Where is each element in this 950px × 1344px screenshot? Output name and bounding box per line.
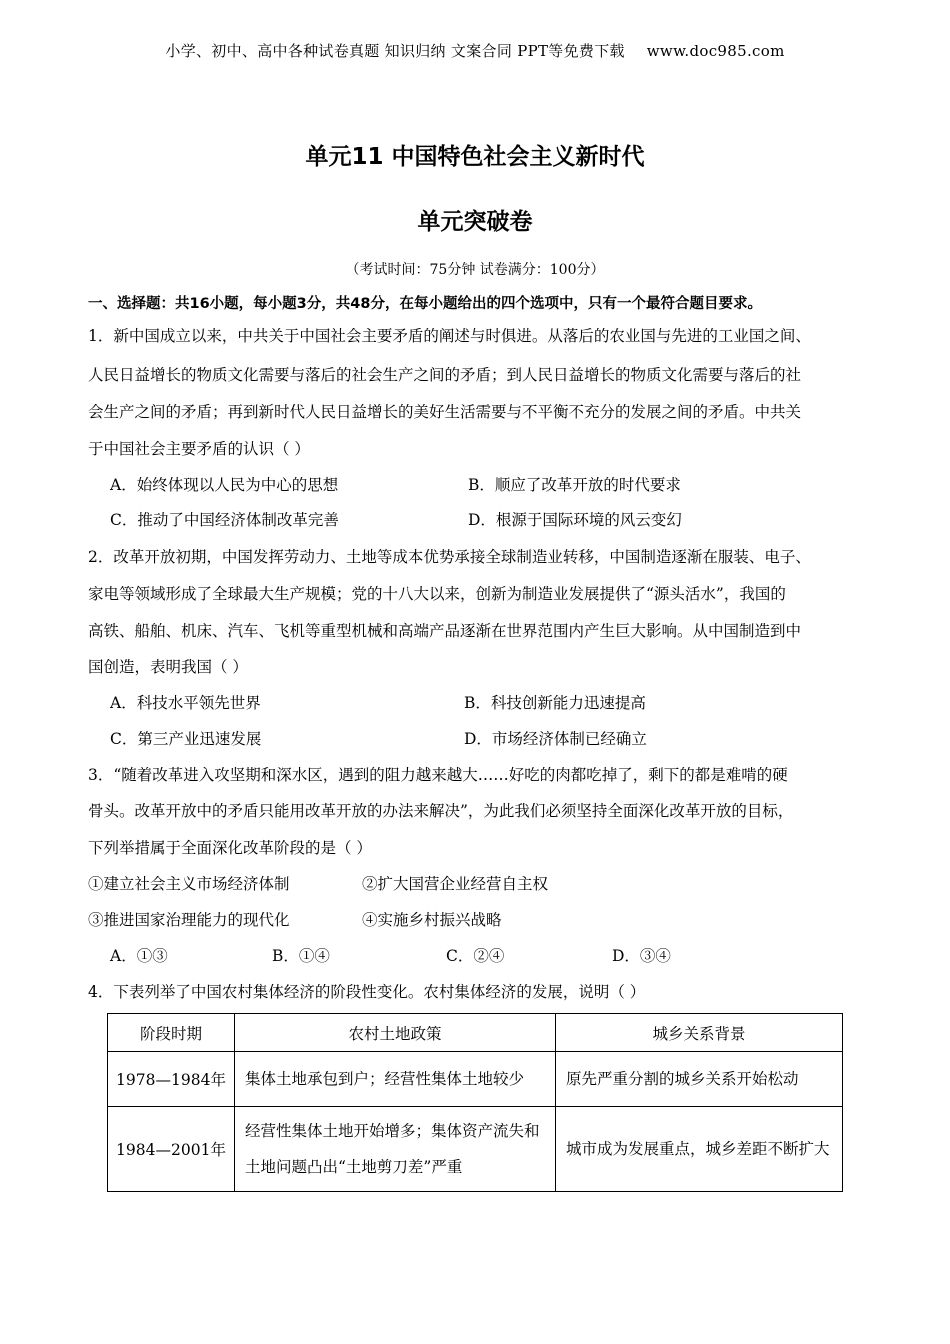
table-header-policy: 农村土地政策 — [235, 1014, 556, 1052]
table-header-background: 城乡关系背景 — [556, 1014, 843, 1052]
exam-info: （考试时间：75分钟 试卷满分：100分） — [345, 262, 605, 278]
table-cell-policy: 集体土地承包到户；经营性集体土地较少 — [245, 1070, 525, 1088]
q3-option-c[interactable]: C．②④ — [446, 947, 505, 965]
section-heading: 一、选择题：共16小题，每小题3分，共48分，在每小题给出的四个选项中，只有一个最符合题目要求。 — [88, 296, 762, 312]
q1-option-d[interactable]: D．根源于国际环境的风云变幻 — [468, 511, 682, 529]
q3-line-2: 骨头。改革开放中的矛盾只能用改革开放的办法来解决”，为此我们必须坚持全面深化改革开放的目标， — [88, 802, 794, 820]
q1-line-3: 会生产之间的矛盾；再到新时代人民日益增长的美好生活需要与不平衡不充分的发展之间的矛盾。中共关 — [88, 403, 802, 421]
header-url[interactable]: www.doc985.com — [646, 42, 785, 60]
q3-option-b[interactable]: B．①④ — [272, 947, 330, 965]
page-subtitle: 单元突破卷 — [417, 209, 533, 235]
table-row — [108, 1107, 843, 1192]
q3-item-4: ④实施乡村振兴战略 — [362, 911, 502, 929]
q3-option-d[interactable]: D．③④ — [612, 947, 671, 965]
q3-line-3: 下列举措属于全面深化改革阶段的是（ ） — [88, 839, 372, 857]
q1-line-4: 于中国社会主要矛盾的认识（ ） — [88, 440, 310, 458]
q1-option-a[interactable]: A．始终体现以人民为中心的思想 — [110, 476, 339, 494]
q3-option-a[interactable]: A．①③ — [110, 947, 168, 965]
table-header-row — [108, 1014, 843, 1052]
table-cell-period: 1984—2001年 — [108, 1107, 235, 1192]
page-title: 单元11 中国特色社会主义新时代 — [305, 144, 645, 170]
q2-line-4: 国创造，表明我国（ ） — [88, 658, 248, 676]
table-row — [108, 1052, 843, 1107]
q2-option-a[interactable]: A．科技水平领先世界 — [110, 694, 261, 712]
q3-item-2: ②扩大国营企业经营自主权 — [362, 875, 549, 893]
q3-item-1: ①建立社会主义市场经济体制 — [88, 875, 290, 893]
q1-line-2: 人民日益增长的物质文化需要与落后的社会生产之间的矛盾；到人民日益增长的物质文化需要与落后的社 — [88, 366, 802, 384]
q2-line-2: 家电等领域形成了全球最大生产规模；党的十八大以来，创新为制造业发展提供了“源头活水”，我国的 — [88, 585, 786, 603]
q1-line-1: 1．新中国成立以来，中共关于中国社会主要矛盾的阐述与时俱进。从落后的农业国与先进的工业国之间、 — [88, 327, 811, 345]
header-text: 小学、初中、高中各种试卷真题 知识归纳 文案合同 PPT等免费下载 — [165, 42, 625, 60]
q3-item-3: ③推进国家治理能力的现代化 — [88, 911, 290, 929]
q2-option-b[interactable]: B．科技创新能力迅速提高 — [464, 694, 646, 712]
table-cell-period: 1978—1984年 — [108, 1052, 235, 1107]
page-header — [0, 40, 950, 61]
q4-table — [107, 1013, 843, 1192]
q4-stem: 4．下表列举了中国农村集体经济的阶段性变化。农村集体经济的发展，说明（ ） — [88, 983, 646, 1001]
q1-option-c[interactable]: C．推动了中国经济体制改革完善 — [110, 511, 339, 529]
q2-line-3: 高铁、船舶、机床、汽车、飞机等重型机械和高端产品逐渐在世界范围内产生巨大影响。从中国制造到中 — [88, 622, 802, 640]
table-cell-policy: 经营性集体土地开始增多；集体资产流失和土地问题凸出“土地剪刀差”严重 — [245, 1122, 540, 1176]
q2-option-c[interactable]: C．第三产业迅速发展 — [110, 730, 262, 748]
q2-line-1: 2．改革开放初期，中国发挥劳动力、土地等成本优势承接全球制造业转移，中国制造逐渐在服装、电子、 — [88, 548, 811, 566]
table-header-period: 阶段时期 — [108, 1014, 235, 1052]
q1-option-b[interactable]: B．顺应了改革开放的时代要求 — [468, 476, 681, 494]
q2-option-d[interactable]: D．市场经济体制已经确立 — [464, 730, 647, 748]
table-cell-background: 原先严重分割的城乡关系开始松动 — [566, 1070, 799, 1088]
q3-line-1: 3．“随着改革进入攻坚期和深水区，遇到的阻力越来越大……好吃的肉都吃掉了，剩下的都是难啃的硬 — [88, 766, 788, 784]
table-cell-background: 城市成为发展重点，城乡差距不断扩大 — [566, 1140, 830, 1158]
